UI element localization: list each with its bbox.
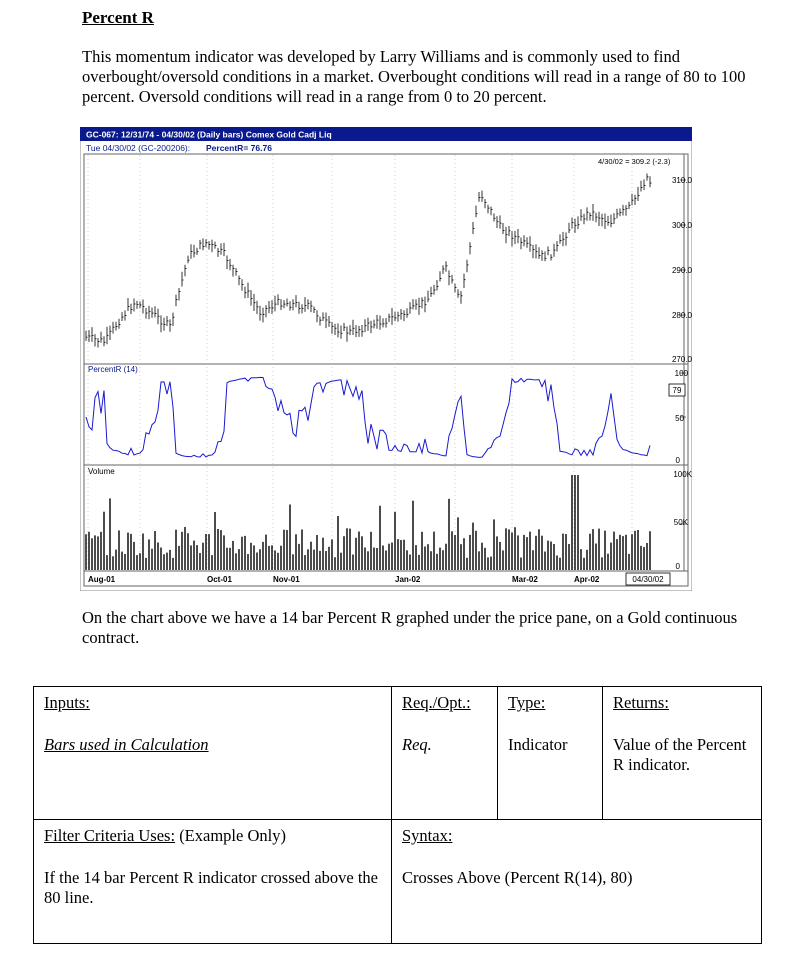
- page-title: Percent R: [82, 8, 154, 27]
- syntax-cell: [392, 820, 762, 944]
- type-header: Type:: [508, 693, 546, 712]
- price-tick: 290.0: [671, 266, 692, 275]
- filter-text: If the 14 bar Percent R indicator crossed above the 80 line.: [44, 868, 379, 907]
- volume-tick: 50K: [673, 518, 688, 527]
- date-box-label: 04/30/02: [632, 575, 664, 584]
- filter-cell: [34, 820, 392, 944]
- volume-tick: 100K: [673, 470, 692, 479]
- syntax-header: Syntax:: [402, 826, 453, 845]
- chart-header-date: Tue 04/30/02 (GC-200206):: [86, 143, 191, 153]
- reqopt-cell: [392, 687, 498, 820]
- x-label: Mar-02: [512, 575, 538, 584]
- gold-chart: [80, 127, 692, 591]
- type-cell: [498, 687, 603, 820]
- syntax-text: Crosses Above (Percent R(14), 80): [402, 868, 633, 887]
- filter-header-suffix: (Example Only): [175, 826, 286, 845]
- percentr-label: PercentR (14): [88, 365, 138, 374]
- x-label: Jan-02: [395, 575, 421, 584]
- x-label: Nov-01: [273, 575, 300, 584]
- percentr-badge: 79: [672, 386, 682, 395]
- filter-header-label: Filter Criteria Uses:: [44, 826, 176, 845]
- x-label: Oct-01: [207, 575, 232, 584]
- price-tick: 310.0: [671, 176, 692, 185]
- price-annotation: 4/30/02 = 309.2 (-2.3): [598, 157, 671, 166]
- returns-header: Returns:: [613, 693, 669, 712]
- volume-label: Volume: [88, 467, 115, 476]
- chart-header-value: PercentR= 76.76: [206, 143, 272, 153]
- input-req: Req.: [402, 735, 432, 754]
- percentr-tick: 0: [675, 456, 680, 465]
- inputs-cell: [34, 687, 392, 820]
- price-tick: 280.0: [671, 311, 692, 320]
- filter-header: [44, 826, 381, 846]
- spec-table: [33, 686, 762, 944]
- input-type: Indicator: [508, 735, 568, 754]
- intro-paragraph: This momentum indicator was developed by Larry Williams and is commonly used to find overbought/oversold conditions in a market. Overbought conditions will read in a range of 80 to 100 percent. Oversold conditions will read in a range from 0 to 20 percent.: [82, 47, 746, 106]
- chart-header-title: GC-067: 12/31/74 - 04/30/02 (Daily bars) Comex Gold Cadj Liq: [86, 129, 332, 140]
- input-returns: Value of the Percent R indicator.: [613, 735, 747, 774]
- x-label: Aug-01: [88, 575, 116, 584]
- returns-cell: [603, 687, 762, 820]
- chart-caption: On the chart above we have a 14 bar Percent R graphed under the price pane, on a Gold continuous contract.: [82, 608, 738, 647]
- inputs-header: Inputs:: [44, 693, 90, 712]
- x-label: Apr-02: [574, 575, 600, 584]
- price-tick: 300.0: [671, 221, 692, 230]
- price-tick: 270.0: [671, 355, 692, 364]
- percentr-tick: 100: [674, 369, 688, 378]
- percentr-tick: 50: [675, 414, 684, 423]
- volume-tick: 0: [675, 562, 680, 571]
- input-name: Bars used in Calculation: [44, 735, 209, 754]
- reqopt-header: Req./Opt.:: [402, 693, 471, 712]
